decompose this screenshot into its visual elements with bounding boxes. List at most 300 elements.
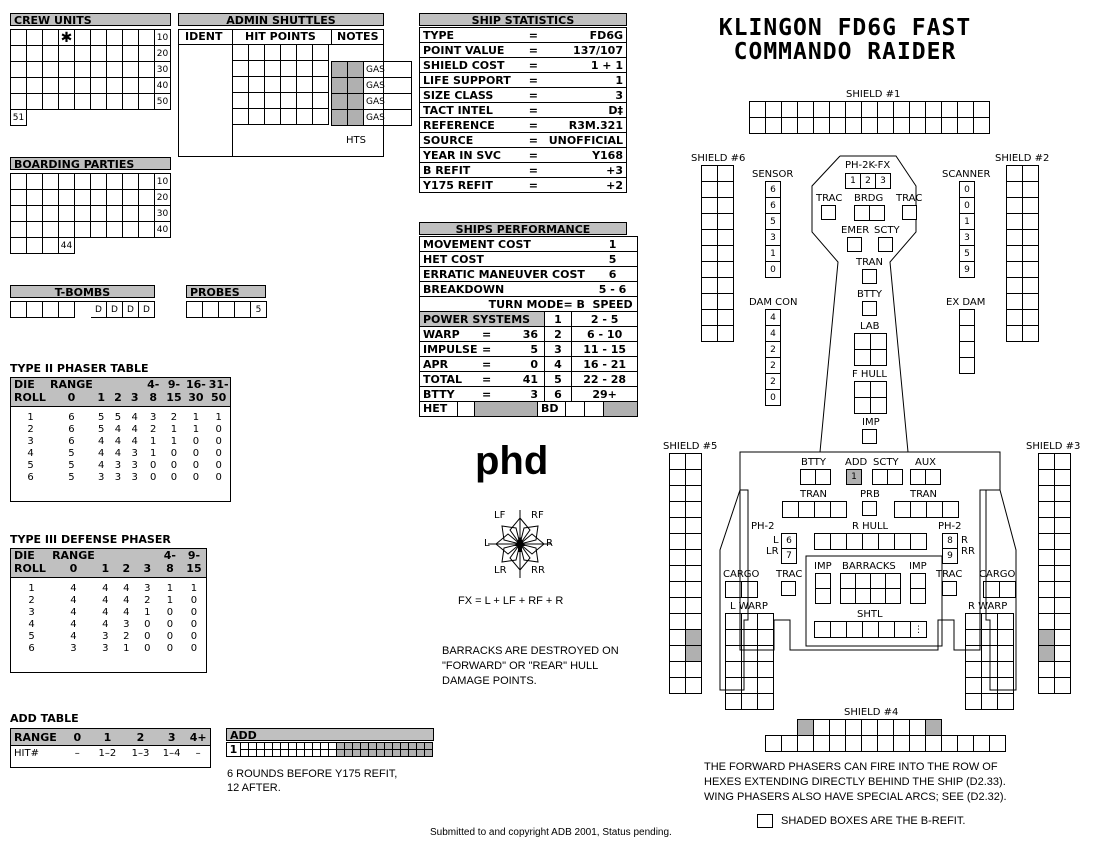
boarding-party-box[interactable]	[43, 174, 59, 190]
admin-gas-box[interactable]	[348, 78, 364, 94]
crew-unit-box[interactable]	[139, 46, 155, 62]
crew-unit-box[interactable]	[59, 46, 75, 62]
shield3-box[interactable]	[1055, 566, 1071, 582]
shield4-box[interactable]	[798, 720, 814, 736]
rwarp-boxes[interactable]	[965, 613, 1014, 710]
probe-box[interactable]	[203, 302, 219, 318]
tbombs-grid[interactable]	[10, 301, 155, 318]
shield5-box[interactable]	[670, 486, 686, 502]
add-track-box[interactable]	[265, 750, 273, 757]
add-track-box[interactable]	[297, 743, 305, 750]
boarding-party-box[interactable]	[59, 190, 75, 206]
shield3-box[interactable]	[1039, 502, 1055, 518]
crew-unit-box[interactable]	[107, 62, 123, 78]
rwarp-box[interactable]	[998, 662, 1014, 678]
crew-unit-box[interactable]	[43, 94, 59, 110]
crew-unit-box[interactable]	[11, 62, 27, 78]
shield1-box[interactable]	[974, 102, 990, 118]
shield3-box[interactable]	[1039, 662, 1055, 678]
admin-gas-box[interactable]	[332, 94, 348, 110]
shield4-box[interactable]	[798, 736, 814, 752]
boarding-party-box[interactable]	[27, 206, 43, 222]
boarding-party-box[interactable]	[123, 206, 139, 222]
boarding-party-box[interactable]	[43, 222, 59, 238]
shield3-box[interactable]	[1039, 678, 1055, 694]
admin-gas-box[interactable]	[332, 62, 348, 78]
boarding-party-box[interactable]	[75, 206, 91, 222]
shield5-box[interactable]	[670, 630, 686, 646]
lwarp-box[interactable]	[726, 678, 742, 694]
boarding-party-box[interactable]	[107, 174, 123, 190]
add-track-box[interactable]	[409, 750, 417, 757]
add-track-box[interactable]	[313, 743, 321, 750]
tbomb-box[interactable]	[43, 302, 59, 318]
boarding-party-box[interactable]	[27, 190, 43, 206]
add-track-grid[interactable]	[226, 742, 433, 757]
boarding-party-box[interactable]	[75, 174, 91, 190]
boarding-party-box[interactable]	[11, 190, 27, 206]
imp-right-boxes[interactable]	[910, 573, 926, 604]
admin-gas-grid[interactable]	[331, 61, 412, 126]
shield4-box[interactable]	[910, 736, 926, 752]
add-track-box[interactable]	[337, 743, 345, 750]
btty-box[interactable]	[862, 301, 877, 316]
shield3-box[interactable]	[1055, 646, 1071, 662]
lwarp-box[interactable]	[758, 646, 774, 662]
ph2k-boxes[interactable]	[845, 173, 891, 189]
admin-gas-label[interactable]: GAS	[364, 62, 412, 78]
crew-units-last[interactable]	[10, 109, 27, 126]
admin-hit-box[interactable]	[297, 61, 313, 77]
crew-unit-box[interactable]	[75, 30, 91, 46]
shield3-box[interactable]	[1039, 550, 1055, 566]
boarding-party-box[interactable]	[91, 190, 107, 206]
dummy-tbomb-box[interactable]: D	[91, 302, 107, 318]
boarding-party-box[interactable]	[139, 190, 155, 206]
shield3-box[interactable]	[1055, 550, 1071, 566]
add-track-box[interactable]	[409, 743, 417, 750]
bd-box[interactable]	[604, 402, 637, 416]
boarding-parties-last[interactable]	[10, 237, 75, 254]
shtl-dots-icon[interactable]: ⋮	[911, 622, 927, 638]
add-track-box[interactable]	[321, 743, 329, 750]
boarding-party-box[interactable]	[59, 174, 75, 190]
bd-box[interactable]	[566, 402, 585, 416]
crew-unit-box[interactable]	[59, 78, 75, 94]
crew-unit-box[interactable]	[43, 78, 59, 94]
scanner-box[interactable]: 0	[960, 198, 975, 214]
add-track-box[interactable]	[377, 743, 385, 750]
admin-hit-box[interactable]	[249, 93, 265, 109]
scanner-box[interactable]: 0	[960, 182, 975, 198]
shield1-box[interactable]	[926, 102, 942, 118]
crew-unit-box[interactable]	[139, 62, 155, 78]
boarding-party-box[interactable]	[75, 222, 91, 238]
crew-unit-box[interactable]	[59, 94, 75, 110]
add-track-box[interactable]	[289, 750, 297, 757]
boarding-party-box[interactable]	[43, 238, 59, 254]
shield4-box[interactable]	[862, 720, 878, 736]
tbomb-box[interactable]	[11, 302, 27, 318]
boarding-party-box[interactable]	[11, 238, 27, 254]
shield3-box[interactable]	[1055, 614, 1071, 630]
shield4-box[interactable]	[830, 736, 846, 752]
shield1-box[interactable]	[846, 118, 862, 134]
boarding-party-box[interactable]	[11, 222, 27, 238]
probes-grid[interactable]	[186, 301, 267, 318]
emer-box[interactable]	[847, 237, 862, 252]
rhull-boxes[interactable]	[814, 533, 927, 550]
admin-hit-box[interactable]	[297, 45, 313, 61]
rwarp-box[interactable]	[982, 678, 998, 694]
admin-hit-box[interactable]	[249, 61, 265, 77]
rwarp-box[interactable]	[982, 646, 998, 662]
crew-unit-box[interactable]	[91, 78, 107, 94]
admin-hit-box[interactable]	[313, 109, 329, 125]
shield5-box[interactable]	[670, 550, 686, 566]
lwarp-box[interactable]	[758, 678, 774, 694]
shield3-box[interactable]	[1039, 614, 1055, 630]
lwarp-box[interactable]	[758, 662, 774, 678]
add-track-box[interactable]	[393, 750, 401, 757]
shield3-boxes[interactable]	[1038, 453, 1071, 694]
shield1-box[interactable]	[766, 102, 782, 118]
bd-box[interactable]	[585, 402, 604, 416]
crew-unit-box[interactable]	[139, 94, 155, 110]
add-track-box[interactable]	[241, 750, 249, 757]
shield1-box[interactable]	[830, 102, 846, 118]
shield3-box[interactable]	[1055, 518, 1071, 534]
shtl-boxes[interactable]	[814, 621, 927, 638]
shtl-box[interactable]	[815, 622, 831, 638]
crew-unit-box[interactable]	[75, 46, 91, 62]
dummy-tbomb-box[interactable]: D	[107, 302, 123, 318]
probe-last-box[interactable]: 5	[251, 302, 267, 318]
damcon-box[interactable]: 4	[766, 310, 781, 326]
add-track-box[interactable]	[369, 750, 377, 757]
boarding-party-box[interactable]	[27, 174, 43, 190]
admin-gas-box[interactable]	[348, 62, 364, 78]
admin-gas-box[interactable]	[332, 110, 348, 126]
trac-right-box[interactable]	[902, 205, 917, 220]
add-track-box[interactable]	[393, 743, 401, 750]
add-track-box[interactable]	[385, 743, 393, 750]
boarding-party-box[interactable]	[139, 174, 155, 190]
add-track-box[interactable]	[377, 750, 385, 757]
shield5-box[interactable]	[670, 582, 686, 598]
crew-unit-box[interactable]	[27, 94, 43, 110]
add-track-box[interactable]	[417, 743, 425, 750]
admin-hit-box[interactable]	[281, 45, 297, 61]
shield1-box[interactable]	[814, 102, 830, 118]
rwarp-box[interactable]	[966, 646, 982, 662]
shield3-box[interactable]	[1039, 582, 1055, 598]
shield1-box[interactable]	[942, 118, 958, 134]
shield1-box[interactable]	[862, 102, 878, 118]
boarding-party-box[interactable]	[139, 222, 155, 238]
brdg-boxes[interactable]	[854, 205, 885, 221]
boarding-party-box[interactable]	[123, 222, 139, 238]
shield4-boxes[interactable]	[797, 719, 942, 736]
add-track-box[interactable]	[369, 743, 377, 750]
imp-fwd-box[interactable]	[862, 429, 877, 444]
lwarp-box[interactable]	[726, 662, 742, 678]
barracks-boxes[interactable]	[840, 573, 901, 604]
boarding-party-box[interactable]	[107, 222, 123, 238]
crew-unit-box[interactable]	[139, 78, 155, 94]
crew-unit-box[interactable]	[107, 30, 123, 46]
tran-right-boxes[interactable]	[894, 501, 959, 518]
shield1-boxes[interactable]	[749, 101, 990, 134]
crew-unit-box[interactable]	[123, 78, 139, 94]
boarding-parties-grid[interactable]	[10, 173, 171, 238]
btty-aft-boxes[interactable]	[800, 469, 831, 485]
shield1-box[interactable]	[782, 118, 798, 134]
shield3-box[interactable]	[1055, 470, 1071, 486]
add-track-box[interactable]	[281, 750, 289, 757]
shield4-box[interactable]	[942, 736, 958, 752]
lab-boxes[interactable]	[854, 333, 887, 366]
add-track-box[interactable]	[273, 743, 281, 750]
scanner-box[interactable]: 5	[960, 246, 975, 262]
shield5-box[interactable]	[670, 502, 686, 518]
shield3-box[interactable]	[1039, 518, 1055, 534]
boarding-party-box[interactable]	[59, 206, 75, 222]
shield3-box[interactable]	[1039, 454, 1055, 470]
admin-hit-box[interactable]	[281, 109, 297, 125]
lwarp-box[interactable]	[742, 614, 758, 630]
boarding-party-box[interactable]	[91, 174, 107, 190]
ph2-left-boxes[interactable]	[781, 533, 797, 564]
scanner-track[interactable]	[959, 181, 975, 278]
shield4-box[interactable]	[830, 720, 846, 736]
add-track-box[interactable]	[401, 750, 409, 757]
trac-left-box[interactable]	[821, 205, 836, 220]
shield1-box[interactable]	[814, 118, 830, 134]
admin-hit-box[interactable]	[265, 45, 281, 61]
admin-gas-box[interactable]	[348, 110, 364, 126]
crew-unit-box[interactable]	[27, 78, 43, 94]
add-track-box[interactable]	[265, 743, 273, 750]
crew-unit-box[interactable]	[75, 62, 91, 78]
rwarp-box[interactable]	[998, 614, 1014, 630]
fhull-boxes[interactable]	[854, 381, 887, 414]
shield3-box[interactable]	[1039, 470, 1055, 486]
damcon-box[interactable]: 2	[766, 358, 781, 374]
shield3-box[interactable]	[1055, 582, 1071, 598]
shield1-box[interactable]	[782, 102, 798, 118]
cargo-right-boxes[interactable]	[983, 581, 1016, 598]
shield4-box[interactable]	[958, 736, 974, 752]
shield5-box[interactable]	[670, 470, 686, 486]
add-box-num[interactable]: 1	[847, 470, 862, 485]
trac-aft-right-box[interactable]	[942, 581, 957, 596]
damcon-box[interactable]: 0	[766, 390, 781, 406]
crew-unit-box[interactable]	[43, 46, 59, 62]
crew-unit-box[interactable]	[11, 78, 27, 94]
shield3-box[interactable]	[1039, 486, 1055, 502]
shtl-box[interactable]	[879, 622, 895, 638]
crew-units-grid[interactable]	[10, 29, 171, 110]
admin-hit-points-grid[interactable]	[232, 44, 329, 125]
shtl-box[interactable]	[863, 622, 879, 638]
shield1-box[interactable]	[750, 102, 766, 118]
shield1-box[interactable]	[974, 118, 990, 134]
add-track-box[interactable]	[345, 750, 353, 757]
ph2k-box[interactable]: 3	[876, 174, 891, 189]
rwarp-box[interactable]	[982, 614, 998, 630]
ph2k-box[interactable]: 1	[846, 174, 861, 189]
add-track-box[interactable]	[425, 750, 433, 757]
lwarp-box[interactable]	[742, 694, 758, 710]
boarding-party-box[interactable]	[27, 222, 43, 238]
shield4-box[interactable]	[878, 720, 894, 736]
admin-hit-box[interactable]	[265, 61, 281, 77]
add-track-box[interactable]	[257, 743, 265, 750]
crew-unit-box[interactable]	[139, 30, 155, 46]
admin-hit-box[interactable]	[233, 109, 249, 125]
lwarp-box[interactable]	[758, 694, 774, 710]
shield1-box[interactable]	[862, 118, 878, 134]
tran-box[interactable]	[862, 269, 877, 284]
shield4-boxes-lower[interactable]	[765, 735, 1006, 752]
boarding-party-box[interactable]	[91, 206, 107, 222]
shield4-box[interactable]	[846, 736, 862, 752]
shield4-box[interactable]	[766, 736, 782, 752]
crew-unit-box[interactable]	[43, 62, 59, 78]
shield1-box[interactable]	[910, 118, 926, 134]
shield3-box[interactable]	[1039, 566, 1055, 582]
shield4-box[interactable]	[862, 736, 878, 752]
add-track-box[interactable]	[401, 743, 409, 750]
aux-boxes[interactable]	[910, 469, 941, 485]
ph2-right-boxes[interactable]	[942, 533, 958, 564]
admin-hit-box[interactable]	[233, 77, 249, 93]
damcon-box[interactable]: 2	[766, 374, 781, 390]
sensor-box[interactable]: 0	[766, 262, 781, 278]
rwarp-box[interactable]	[998, 646, 1014, 662]
admin-hit-box[interactable]	[265, 77, 281, 93]
shield1-box[interactable]	[766, 118, 782, 134]
admin-hit-box[interactable]	[265, 93, 281, 109]
scanner-box[interactable]: 1	[960, 214, 975, 230]
dummy-tbomb-box[interactable]: D	[123, 302, 139, 318]
shield1-box[interactable]	[894, 102, 910, 118]
dummy-tbomb-box[interactable]: D	[139, 302, 155, 318]
sensor-box[interactable]: 6	[766, 182, 781, 198]
damcon-box[interactable]: 2	[766, 342, 781, 358]
shield4-box[interactable]	[846, 720, 862, 736]
crew-unit-box[interactable]	[91, 30, 107, 46]
lwarp-box[interactable]	[726, 694, 742, 710]
boarding-last-label[interactable]: 44	[59, 238, 75, 254]
admin-gas-label[interactable]: GAS	[364, 94, 412, 110]
add-track-box[interactable]	[321, 750, 329, 757]
shield1-box[interactable]	[958, 118, 974, 134]
crew-unit-box[interactable]	[27, 30, 43, 46]
boarding-party-box[interactable]	[75, 190, 91, 206]
shield1-box[interactable]	[750, 118, 766, 134]
shield5-box[interactable]	[670, 518, 686, 534]
add-box[interactable]	[846, 469, 862, 485]
add-track-box[interactable]	[353, 750, 361, 757]
shield5-box[interactable]	[670, 566, 686, 582]
shield5-box[interactable]	[670, 454, 686, 470]
crew-unit-box[interactable]	[123, 30, 139, 46]
shield5-box[interactable]	[670, 598, 686, 614]
ph2-right-box[interactable]: 9	[943, 549, 958, 564]
crew-unit-box[interactable]	[27, 46, 43, 62]
lwarp-box[interactable]	[742, 646, 758, 662]
ph2-left-box[interactable]: 7	[782, 549, 797, 564]
scty-aft-boxes[interactable]	[872, 469, 903, 485]
crew-unit-box[interactable]	[27, 62, 43, 78]
tran-left-boxes[interactable]	[782, 501, 847, 518]
het-bd-row[interactable]	[420, 402, 638, 417]
shield4-box[interactable]	[974, 736, 990, 752]
admin-hit-box[interactable]	[297, 109, 313, 125]
boarding-party-box[interactable]	[107, 206, 123, 222]
shield3-box[interactable]	[1055, 502, 1071, 518]
shield5-box[interactable]	[670, 534, 686, 550]
boarding-party-box[interactable]	[123, 174, 139, 190]
add-track-first[interactable]: 1	[227, 743, 241, 757]
add-track-box[interactable]	[345, 743, 353, 750]
crew-unit-box[interactable]	[59, 62, 75, 78]
trac-aft-left-box[interactable]	[781, 581, 796, 596]
crew-unit-box[interactable]	[75, 94, 91, 110]
lwarp-box[interactable]	[726, 646, 742, 662]
het-box[interactable]	[458, 402, 475, 416]
admin-hit-box[interactable]	[313, 45, 329, 61]
shield3-box[interactable]	[1055, 534, 1071, 550]
boarding-party-box[interactable]	[59, 222, 75, 238]
ph2-left-box[interactable]: 6	[782, 534, 797, 549]
rwarp-box[interactable]	[982, 662, 998, 678]
crew-unit-box[interactable]	[91, 94, 107, 110]
boarding-party-box[interactable]	[91, 222, 107, 238]
shield5-box[interactable]	[670, 678, 686, 694]
exdam-track[interactable]	[959, 309, 975, 374]
shield1-box[interactable]	[846, 102, 862, 118]
tbomb-box[interactable]	[27, 302, 43, 318]
scanner-box[interactable]: 3	[960, 230, 975, 246]
rwarp-box[interactable]	[998, 678, 1014, 694]
rwarp-box[interactable]	[982, 694, 998, 710]
lwarp-box[interactable]	[742, 630, 758, 646]
shtl-box[interactable]	[895, 622, 911, 638]
admin-gas-label[interactable]: GAS	[364, 78, 412, 94]
shield1-box[interactable]	[798, 102, 814, 118]
add-track-box[interactable]	[273, 750, 281, 757]
add-track-box[interactable]	[241, 743, 249, 750]
shield1-box[interactable]	[942, 102, 958, 118]
admin-hit-box[interactable]	[297, 77, 313, 93]
add-track-box[interactable]	[385, 750, 393, 757]
crew-unit-box[interactable]	[123, 62, 139, 78]
sensor-box[interactable]: 3	[766, 230, 781, 246]
add-track-box[interactable]	[305, 743, 313, 750]
crew-unit-box[interactable]	[11, 94, 27, 110]
ph2-right-box[interactable]: 8	[943, 534, 958, 549]
add-track-box[interactable]	[361, 743, 369, 750]
shield1-box[interactable]	[830, 118, 846, 134]
admin-hit-box[interactable]	[297, 93, 313, 109]
boarding-party-box[interactable]	[11, 174, 27, 190]
scty-box[interactable]	[878, 237, 893, 252]
prb-box[interactable]	[862, 501, 877, 516]
imp-left-boxes[interactable]	[815, 573, 831, 604]
